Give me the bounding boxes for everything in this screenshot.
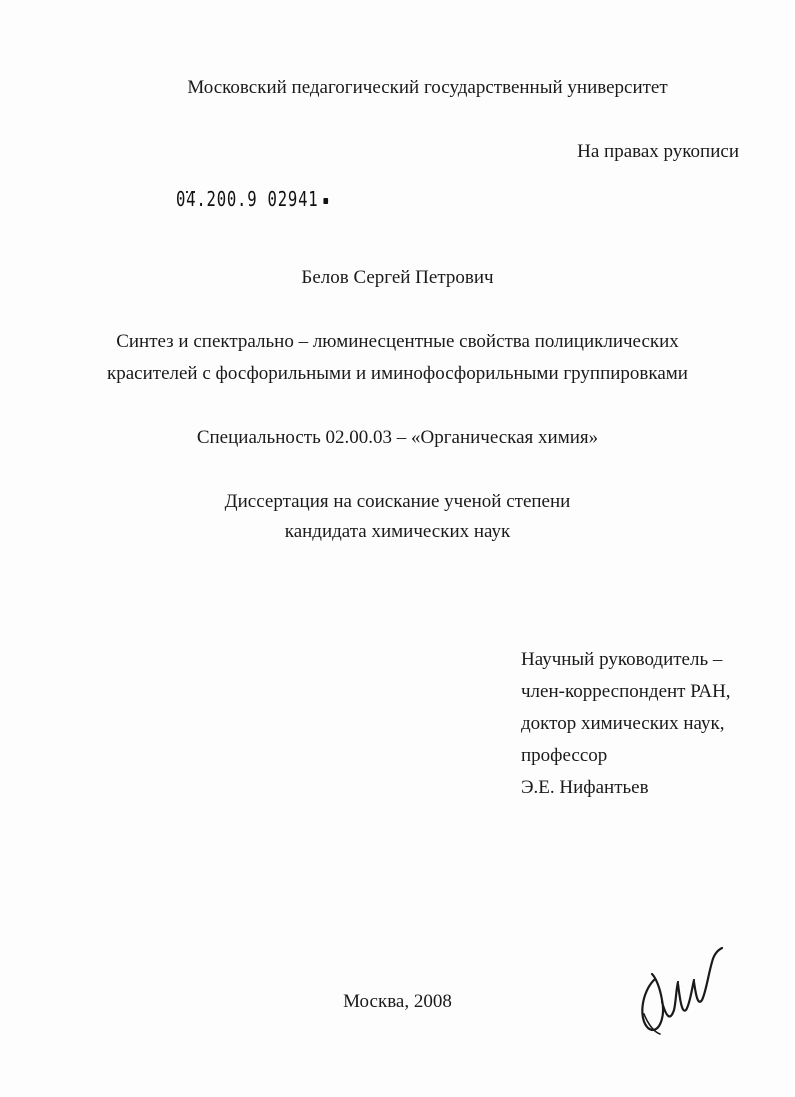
advisor-name: Э.Е. Нифантьев — [521, 777, 649, 798]
specialty: Специальность 02.00.03 – «Органическая химия» — [196, 427, 599, 448]
advisor-membership: член-корреспондент РАН, — [521, 681, 731, 702]
advisor-title: профессор — [521, 745, 608, 766]
author-name: Белов Сергей Петрович — [301, 267, 494, 288]
advisor-role: Научный руководитель – — [521, 649, 723, 670]
stamp-dot-icon — [323, 198, 328, 204]
thesis-title-line-2: красителей с фосфорильными и иминофосфорильными группировками — [107, 363, 688, 384]
university-name: Московский педагогический государственный университет — [187, 77, 668, 98]
library-stamp-number — [176, 187, 328, 211]
advisor-degree: доктор химических наук, — [521, 713, 725, 734]
degree-line-2: кандидата химических наук — [284, 521, 511, 542]
manuscript-rights-note: На правах рукописи — [577, 141, 739, 162]
thesis-title-line-1: Синтез и спектрально – люминесцентные свойства полициклических — [116, 331, 679, 352]
stamp-number-text: 04.200.9 02941 — [176, 187, 319, 211]
stamp-marks — [186, 180, 200, 184]
degree-line-1: Диссертация на соискание ученой степени — [224, 491, 571, 512]
city-year: Москва, 2008 — [343, 991, 452, 1012]
